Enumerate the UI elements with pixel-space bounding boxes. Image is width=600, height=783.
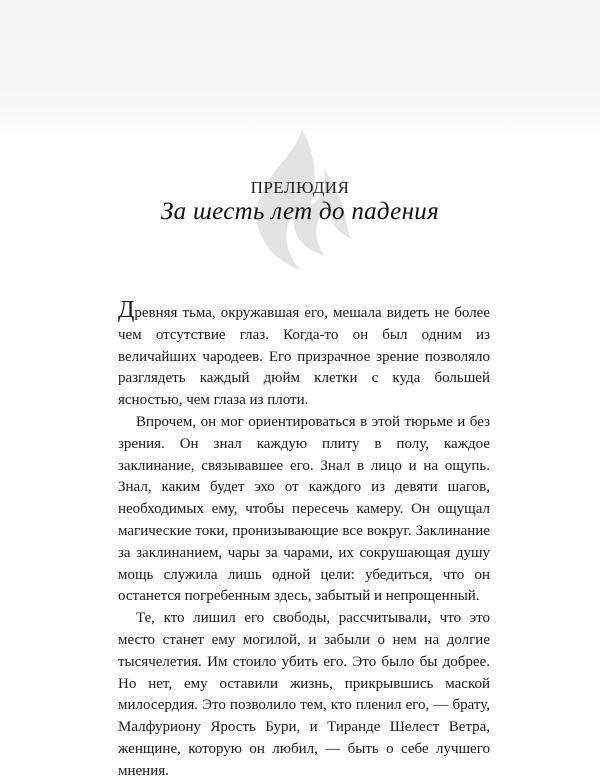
chapter-label: ПРЕЛЮДИЯ [250,178,350,197]
paragraph-1-text: ревняя тьма, окружавшая его, мешала видеть не более чем отсутствие глаз. Когда-то он был одним из величайших чародеев. Его призрачное зрение позволяло разглядеть каждый дюйм клетки с куда большей ясностью, чем глаза из плоти. [118,305,490,409]
drop-cap: Д [118,297,135,323]
body-text [118,297,490,783]
paragraph-3: Те, кто лишил его свободы, рассчитывали, что это место станет ему могилой, и забыли о нем на долгие тысячелетия. Им стоило убить его. Это было бы добрее. Но нет, ему оставили жизнь, прикрывшись маской милосердия. Это позволило тем, кто пленил его, — брату, Малфуриону Ярость Бури, и Тиранде Шелест Ветра, женщине, которую он любил, — быть о себе лучшего мнения. [118,610,490,779]
paragraph-2: Впрочем, он мог ориентироваться в этой тюрьме и без зрения. Он знал каждую плиту в полу, каждое заклинание, связывавшее его. Знал в лицо и на ощупь. Знал, каким будет эхо от каждого из девяти шагов, необходимых ему, чтобы пересечь камеру. Он ощущал магические токи, пронизывающие все вокруг. Заклинание за заклинанием, чары за чарами, их сокрушающая душу мощь служила лишь одной цели: убедиться, что он останется погребенным здесь, забытый и непрощенный. [118,413,490,605]
chapter-title: За шесть лет до падения [160,198,439,225]
paragraph-1 [118,297,490,412]
